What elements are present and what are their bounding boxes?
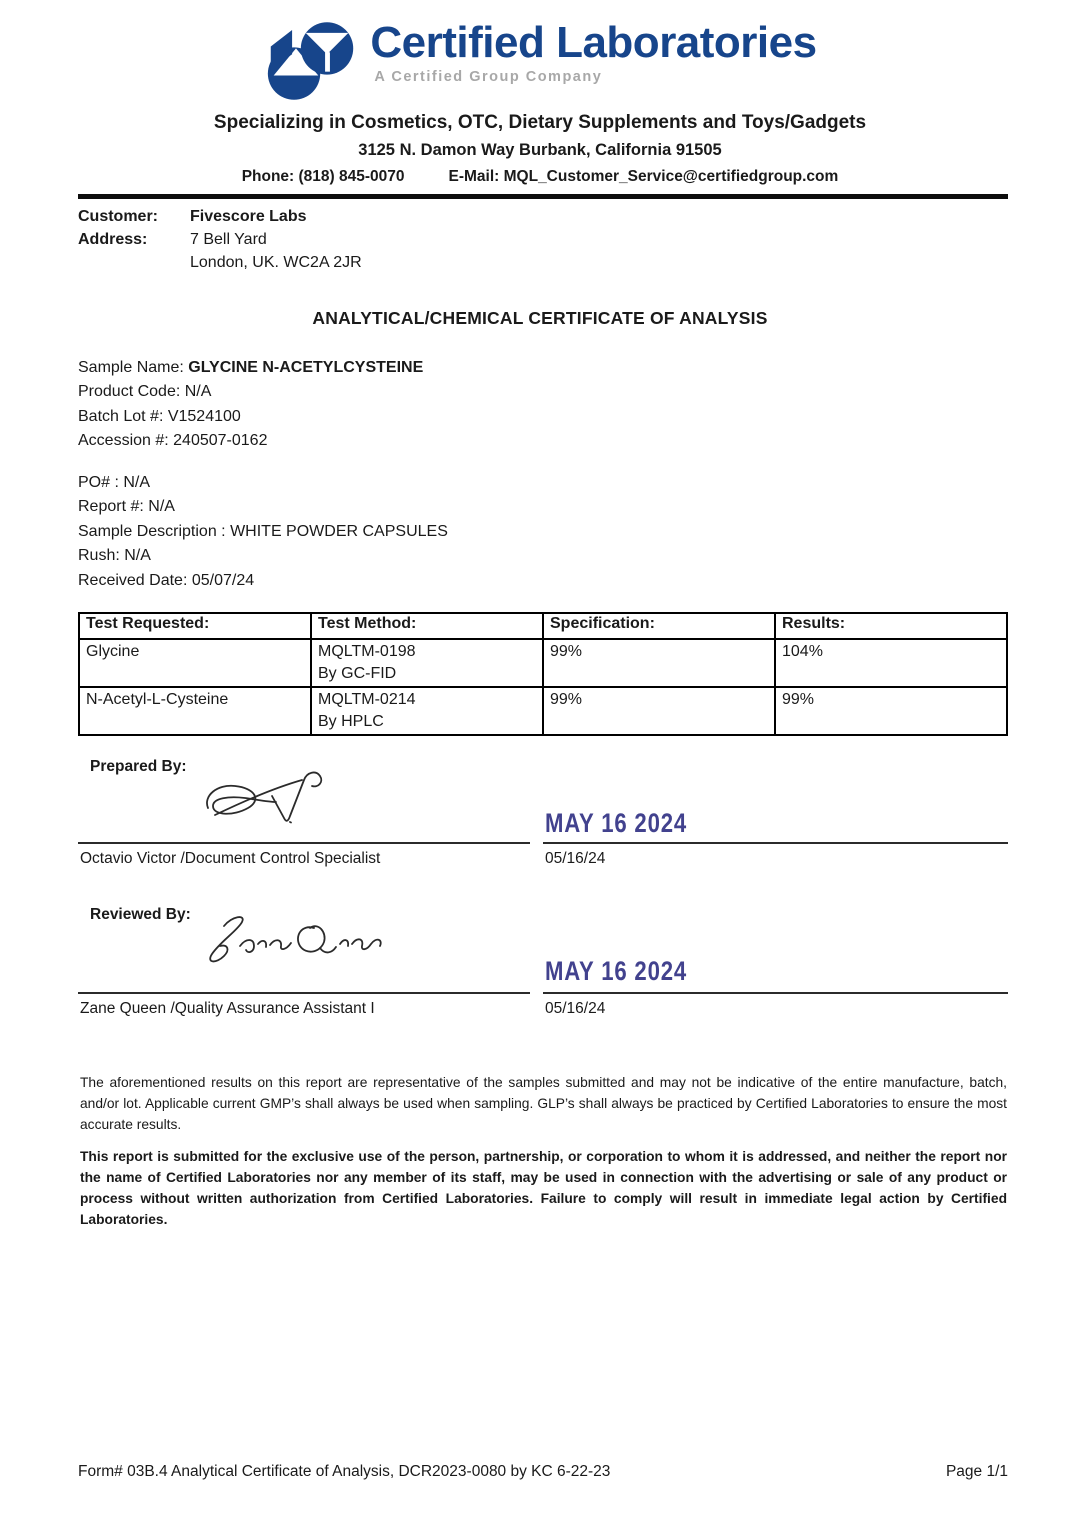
- prepared-name-title: Octavio Victor /Document Control Specialist: [80, 850, 381, 867]
- prepared-date-stamp: MAY 16 2024: [545, 808, 687, 838]
- reviewed-by-signature: [196, 908, 386, 968]
- prepared-date: 05/16/24: [545, 850, 606, 867]
- sample-description-line: Sample Description : WHITE POWDER CAPSULES: [78, 522, 448, 540]
- company-phone: Phone: (818) 845-0070: [241, 168, 405, 185]
- cell-result: 104%: [775, 639, 1007, 687]
- col-header-specification: Specification:: [543, 613, 775, 639]
- customer-block: [78, 205, 362, 274]
- address-label: Address:: [78, 231, 148, 248]
- product-code-line: Product Code: N/A: [78, 383, 212, 401]
- brand-subtitle: A Certified Group Company: [374, 69, 603, 86]
- cell-result: 99%: [775, 687, 1007, 735]
- reviewed-date-line: [543, 992, 1008, 994]
- customer-address-line2: London, UK. WC2A 2JR: [190, 254, 362, 271]
- customer-label: Customer:: [78, 208, 159, 225]
- received-date-line: Received Date: 05/07/24: [78, 571, 255, 589]
- reviewed-signature-line: [78, 992, 530, 994]
- brand-title: Certified Laboratories: [370, 18, 817, 67]
- report-line: Report #: N/A: [78, 498, 175, 516]
- order-info-block: [78, 471, 448, 593]
- prepared-by-signature: [200, 770, 365, 826]
- sample-name-line: Sample Name: GLYCINE N-ACETYLCYSTEINE: [78, 359, 424, 376]
- footer-page-number: Page 1/1: [945, 1463, 1008, 1480]
- batch-lot-line: Batch Lot #: V1524100: [78, 407, 241, 425]
- sample-name-value: GLYCINE N-ACETYLCYSTEINE: [188, 359, 424, 376]
- company-tagline: Specializing in Cosmetics, OTC, Dietary Supplements and Toys/Gadgets: [213, 112, 867, 133]
- col-header-test-method: Test Method:: [311, 613, 543, 639]
- prepared-date-line: [543, 842, 1008, 844]
- disclaimer-results: The aforementioned results on this report are representative of the samples submitted and may not be indicative of the entire manufacture, batch, and/or lot. Applicable current GMP’s shall always be used when sampling. GLP’s shall always be practiced by Certified Laboratories to ensure the most accurate results.: [80, 1075, 1007, 1132]
- cell-test-method: MQLTM-0214 By HPLC: [311, 687, 543, 735]
- reviewed-name-title: Zane Queen /Quality Assurance Assistant I: [80, 1000, 375, 1017]
- customer-name: Fivescore Labs: [190, 208, 307, 225]
- company-address: 3125 N. Damon Way Burbank, California 91505: [358, 141, 722, 159]
- po-line: PO# : N/A: [78, 474, 151, 491]
- accession-line: Accession #: 240507-0162: [78, 432, 268, 450]
- cell-test-method: MQLTM-0198 By GC-FID: [311, 639, 543, 687]
- rush-line: Rush: N/A: [78, 547, 151, 565]
- col-header-results: Results:: [775, 613, 1007, 639]
- reviewed-by-label: Reviewed By:: [90, 906, 191, 923]
- prepared-by-label: Prepared By:: [90, 758, 187, 775]
- certified-laboratories-logo-icon: [263, 20, 360, 107]
- cell-test-name: Glycine: [79, 639, 311, 687]
- results-table-header-row: [79, 613, 1007, 639]
- results-table: [78, 612, 1008, 736]
- col-header-test-requested: Test Requested:: [79, 613, 311, 639]
- company-email: E-Mail: MQL_Customer_Service@certifiedgroup.com: [448, 168, 839, 185]
- cell-specification: 99%: [543, 687, 775, 735]
- cell-specification: 99%: [543, 639, 775, 687]
- footer-form-info: Form# 03B.4 Analytical Certificate of Analysis, DCR2023-0080 by KC 6-22-23: [78, 1463, 611, 1480]
- header-logo: [0, 20, 1080, 107]
- sample-info-block: [78, 356, 423, 454]
- cell-test-name: N-Acetyl-L-Cysteine: [79, 687, 311, 735]
- reviewed-date: 05/16/24: [545, 1000, 606, 1017]
- customer-address-line1: 7 Bell Yard: [190, 231, 267, 248]
- table-row: [79, 639, 1007, 687]
- company-contact-row: [0, 168, 1080, 186]
- prepared-signature-line: [78, 842, 530, 844]
- document-title: ANALYTICAL/CHEMICAL CERTIFICATE OF ANALYSIS: [312, 308, 768, 328]
- header-divider: [78, 194, 1008, 199]
- reviewed-date-stamp: MAY 16 2024: [545, 956, 687, 986]
- disclaimer-legal: This report is submitted for the exclusive use of the person, partnership, or corporation to whom it is addressed, and neither the report nor the name of Certified Laboratories nor any member of its staff, may be used in connection with the advertising or sale of any product or process without written authorization from Certified Laboratories. Failure to comply will result in immediate legal action by Certified Laboratories.: [80, 1149, 1007, 1227]
- table-row: [79, 687, 1007, 735]
